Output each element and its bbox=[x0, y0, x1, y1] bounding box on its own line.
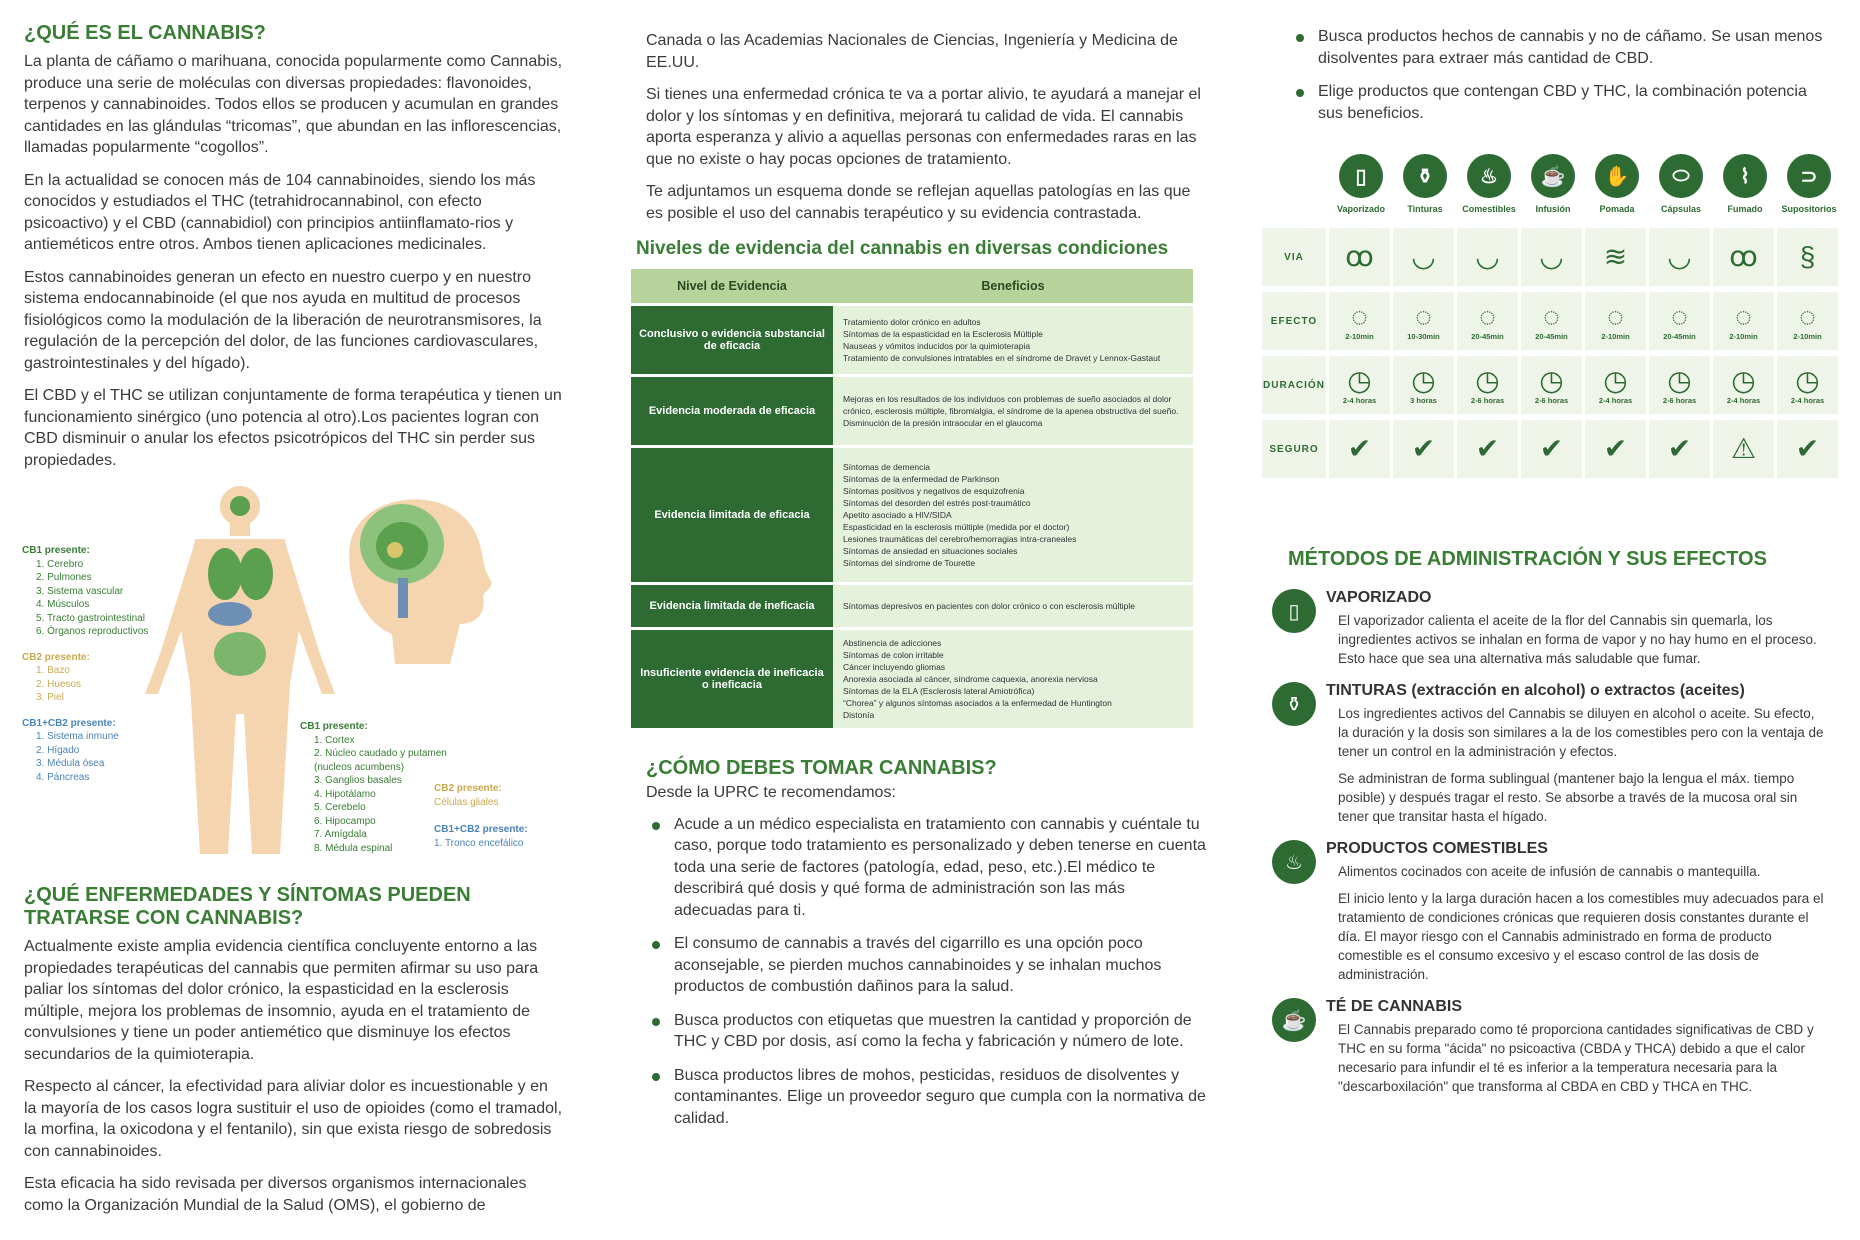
check-icon: ✔ bbox=[1521, 420, 1582, 478]
legend-cb2-title: CB2 presente: bbox=[22, 651, 90, 663]
heading-diseases: ¿QUÉ ENFERMEDADES Y SÍNTOMAS PUEDEN TRATARSE CON CANNABIS? bbox=[24, 884, 471, 929]
clock-icon: ◷ bbox=[1795, 364, 1820, 396]
row-label: EFECTO bbox=[1262, 292, 1326, 350]
stopwatch-cell: ◌ 2-10min bbox=[1329, 292, 1390, 350]
capsule-icon: ⬭ bbox=[1659, 154, 1703, 198]
legend-cb1-items: 1. Cerebro 2. Pulmones 3. Sistema vascular 4. Músculos 5. Tracto gastrointestinal 6. Órganos reproductivos bbox=[36, 558, 149, 637]
method-pomada: ✋ Pomada bbox=[1585, 154, 1649, 214]
table-header-row bbox=[631, 269, 1193, 303]
method-te-section bbox=[1268, 998, 1828, 1096]
column-2 bbox=[636, 30, 1206, 1141]
skin-icon: ≋ bbox=[1585, 228, 1646, 286]
clock-cell: ◷ 2-4 horas bbox=[1585, 356, 1646, 414]
column-header: Beneficios bbox=[833, 269, 1193, 303]
list-item: Busca productos con etiquetas que muestren la cantidad y proporción de THC y CBD por dosis, así como la fecha y fabricación y número de lote. bbox=[646, 1010, 1206, 1053]
stopwatch-icon: ◌ bbox=[1735, 300, 1752, 332]
row-label: DURACIÓN bbox=[1262, 356, 1326, 414]
head-profile bbox=[349, 499, 491, 664]
lungs-icon: ꝏ bbox=[1713, 228, 1774, 286]
method-vaporizado-section bbox=[1268, 589, 1828, 668]
table-row bbox=[631, 377, 1193, 445]
method-tinturas: ⚱ Tinturas bbox=[1393, 154, 1457, 214]
paragraph: Actualmente existe amplia evidencia científica concluyente entorno a las propiedades terapéuticas del cannabis que permiten afirmar su uso para paliar los síntomas del dolor crónico, la espasticidad en la esclerosis múltiple, mejora los problemas de insomnio, ayuda en el tratamiento de convulsiones y tiene un poder antiemético que disminuye los efectos secundarios de la quimioterapia. bbox=[24, 938, 539, 1063]
row-duracion bbox=[1262, 356, 1841, 414]
stopwatch-cell: ◌ 2-10min bbox=[1713, 292, 1774, 350]
lips-icon: ◡ bbox=[1649, 228, 1710, 286]
legend-brain-cb2-title: CB2 presente: bbox=[434, 783, 502, 794]
stopwatch-icon: ◌ bbox=[1671, 300, 1688, 332]
lips-icon: ◡ bbox=[1393, 228, 1454, 286]
check-icon: ✔ bbox=[1457, 420, 1518, 478]
paragraph: En la actualidad se conocen más de 104 cannabinoides, siendo los más conocidos y estudiados el THC (tetrahidrocannabinol, con efecto psicoactivo) y el CBD (cannabidiol) con principios antiinflamato-rios y antieméticos entre otros. Ambos tienen aplicaciones medicinales. bbox=[24, 171, 536, 253]
administration-routes-grid bbox=[1262, 154, 1841, 478]
method-supositorios: ⊃ Supositorios bbox=[1777, 154, 1841, 214]
evidence-level: Conclusivo o evidencia substancial de eficacia bbox=[631, 306, 833, 374]
check-icon: ✔ bbox=[1393, 420, 1454, 478]
evidence-benefits: Mejoras en los resultados de los individuos con problemas de sueño asociados al dolor crónico, esclerosis múltiple, fibromialgia, el síndrome de la apenea obstructiva del sueño. Disminución de la presión intraocular en el glaucoma bbox=[833, 377, 1193, 445]
vaporizer-icon: ▯ bbox=[1339, 154, 1383, 198]
paragraph: Respecto al cáncer, la efectividad para aliviar dolor es incuestionable y en la mayoría de los casos logra sustituir el uso de opioides (como el tramadol, la morfina, la oxicodona y el fentanilo), sin que exista riesgo de sobredosis con cannabinoides. bbox=[24, 1078, 563, 1160]
column-header: Nivel de Evidencia bbox=[631, 269, 833, 303]
clock-icon: ◷ bbox=[1347, 364, 1372, 396]
legend-brain-cb12-items: 1. Tronco encefálico bbox=[434, 837, 524, 849]
evidence-benefits: Síntomas de demencia Síntomas de la enfermedad de Parkinson Síntomas positivos y negativos de esquizofrenia Síntomas del desorden del estrés post-traumático Apetito asociado a HIV/SIDA Espasticidad en la esclerosis múltiple (medida por el doctor) Lesiones traumáticas del cerebro/hemorragias intra-craneales Síntomas de ansiedad en situaciones sociales Síntomas del síndrome de Tourette bbox=[833, 448, 1193, 582]
evidence-level: Evidencia limitada de ineficacia bbox=[631, 585, 833, 627]
list-item: Busca productos libres de mohos, pesticidas, residuos de disolventes y contaminantes. Elige un proveedor seguro que cumpla con la normativa de calidad. bbox=[646, 1065, 1206, 1130]
stopwatch-icon: ◌ bbox=[1479, 300, 1496, 332]
ointment-hand-icon: ✋ bbox=[1595, 154, 1639, 198]
legend-cb1-title: CB1 presente: bbox=[22, 545, 90, 556]
take-intro: Desde la UPRC te recomendamos: bbox=[646, 784, 896, 801]
table-row bbox=[631, 585, 1193, 627]
legend-body bbox=[22, 544, 182, 784]
method-capsulas: ⬭ Cápsulas bbox=[1649, 154, 1713, 214]
list-item: El consumo de cannabis a través del cigarrillo es una opción poco aconsejable, se pierden muchos cannabinoides y se inhalan muchos productos de combustión dañinos para la salud. bbox=[646, 933, 1206, 998]
tea-cup-icon: ☕ bbox=[1531, 154, 1575, 198]
cupcake-icon: ♨ bbox=[1467, 154, 1511, 198]
dropper-bottle-icon: ⚱ bbox=[1272, 682, 1316, 726]
intestine-icon: § bbox=[1777, 228, 1838, 286]
evidence-level: Insuficiente evidencia de ineficacia o ineficacia bbox=[631, 630, 833, 728]
paragraph: Alimentos cocinados con aceite de infusión de cannabis o mantequilla. bbox=[1338, 864, 1761, 879]
stopwatch-icon: ◌ bbox=[1415, 300, 1432, 332]
paragraph: Esta eficacia ha sido revisada per diversos organismos internacionales como la Organización Mundial de la Salud (OMS), el gobierno de bbox=[24, 1175, 527, 1214]
legend-cb12-items: 1. Sistema inmune 2. Hígado 3. Médula ósea 4. Páncreas bbox=[36, 731, 119, 783]
legend-cb12-title: CB1+CB2 presente: bbox=[22, 717, 116, 729]
stopwatch-cell: ◌ 10-30min bbox=[1393, 292, 1454, 350]
legend-brain-cb1-items: 1. Cortex 2. Núcleo caudado y putamen (nucleos acumbens) 3. Ganglios basales 4. Hipotálamo 5. Cerebelo 6. Hipocampo 7. Amígdala 8. Médula espinal bbox=[314, 734, 447, 854]
method-comestibles: ♨ Comestibles bbox=[1457, 154, 1521, 214]
paragraph: El vaporizador calienta el aceite de la flor del Cannabis sin quemarla, los ingredientes activos se inhalan en forma de vapor y no hay humo en el proceso. Esto hace que sea una alternativa más saludable que fumar. bbox=[1338, 613, 1817, 666]
check-icon: ✔ bbox=[1777, 420, 1838, 478]
recommendations-list bbox=[646, 814, 1206, 1130]
legend-brain-cb1-title: CB1 presente: bbox=[300, 721, 368, 732]
list-item: Elige productos que contengan CBD y THC, la combinación potencia sus beneficios. bbox=[1290, 81, 1830, 124]
method-fumado: ⌇ Fumado bbox=[1713, 154, 1777, 214]
paragraph: La planta de cáñamo o marihuana, conocida popularmente como Cannabis, produce una serie de moléculas con diversas propiedades: flavonoides, terpenos y cannabinoides. Todos ellos se producen y acumulan en grandes cantidades en las glándulas “tricomas”, que abundan en las inflorescencias, llamadas popularmente “cogollos”. bbox=[24, 53, 563, 156]
stopwatch-cell: ◌ 20-45min bbox=[1521, 292, 1582, 350]
clock-cell: ◷ 2-6 horas bbox=[1457, 356, 1518, 414]
vaporizer-icon: ▯ bbox=[1272, 589, 1316, 633]
method-title: VAPORIZADO bbox=[1326, 589, 1432, 606]
legend-brain-cb12-title: CB1+CB2 presente: bbox=[434, 824, 528, 835]
row-seguro bbox=[1262, 420, 1841, 478]
evidence-benefits: Abstinencia de adicciones Síntomas de colon irritable Cáncer incluyendo gliomas Anorexia asociada al cáncer, síndrome caquexia, anorexia nerviosa Síntomas de la ELA (Esclerosis lateral Amiotrófica) “Chorea” y algunos síntomas asociados a la enfermedad de Huntington Distonía bbox=[833, 630, 1193, 728]
evidence-benefits: Síntomas depresivos en pacientes con dolor crónico o con esclerosis múltiple bbox=[833, 585, 1193, 627]
heading-methods: MÉTODOS DE ADMINISTRACIÓN Y SUS EFECTOS bbox=[1288, 548, 1767, 570]
heading-how-to-take: ¿CÓMO DEBES TOMAR CANNABIS? bbox=[646, 757, 997, 779]
table-row bbox=[631, 448, 1193, 582]
cigarette-icon: ⌇ bbox=[1723, 154, 1767, 198]
stopwatch-cell: ◌ 2-10min bbox=[1585, 292, 1646, 350]
clock-cell: ◷ 2-4 horas bbox=[1713, 356, 1774, 414]
administration-methods bbox=[1268, 548, 1828, 1110]
method-title: TÉ DE CANNABIS bbox=[1326, 998, 1463, 1015]
clock-cell: ◷ 2-4 horas bbox=[1777, 356, 1838, 414]
paragraph: Estos cannabinoides generan un efecto en nuestro cuerpo y en nuestro sistema endocannabinoide (el que nos ayuda en multitud de procesos fisiológicos como la modulación de la liberación de neurotransmisores, la regulación de la percepción del dolor, de las funciones cardiovasculares, gastrointestinales y del hígado). bbox=[24, 268, 542, 372]
clock-cell: ◷ 3 horas bbox=[1393, 356, 1454, 414]
method-title: TINTURAS (extracción en alcohol) o extractos (aceites) bbox=[1326, 682, 1745, 699]
clock-cell: ◷ 2-6 horas bbox=[1649, 356, 1710, 414]
stopwatch-icon: ◌ bbox=[1351, 300, 1368, 332]
clock-icon: ◷ bbox=[1731, 364, 1756, 396]
method-vaporizado: ▯ Vaporizado bbox=[1329, 154, 1393, 214]
evidence-table bbox=[631, 266, 1193, 731]
clock-icon: ◷ bbox=[1539, 364, 1564, 396]
row-label: SEGURO bbox=[1262, 420, 1326, 478]
method-title: PRODUCTOS COMESTIBLES bbox=[1326, 840, 1548, 857]
tea-cup-icon: ☕ bbox=[1272, 998, 1316, 1042]
column-3-bullets bbox=[1290, 26, 1830, 136]
column-1-bottom bbox=[24, 884, 564, 1227]
column-1 bbox=[24, 0, 564, 482]
check-icon: ✔ bbox=[1585, 420, 1646, 478]
suppository-icon: ⊃ bbox=[1787, 154, 1831, 198]
legend-brain-cb2 bbox=[434, 782, 554, 850]
clock-icon: ◷ bbox=[1667, 364, 1692, 396]
dropper-bottle-icon: ⚱ bbox=[1403, 154, 1447, 198]
stopwatch-cell: ◌ 20-45min bbox=[1457, 292, 1518, 350]
method-infusion: ☕ Infusión bbox=[1521, 154, 1585, 214]
lungs-icon: ꝏ bbox=[1329, 228, 1390, 286]
legend-brain-cb2-items: Células gliales bbox=[434, 796, 499, 808]
paragraph: El Cannabis preparado como té proporciona cantidades significativas de CBD y THC en su forma "ácida" no psicoactiva (CBDA y THCA) debido a que el calor necesario para infundir el té es inferior a la temperatura necesaria para la "descarboxilación" que transforma al CBDA en CBD y THCA en THC. bbox=[1338, 1022, 1814, 1094]
paragraph: El CBD y el THC se utilizan conjuntamente de forma terapéutica y tienen un funcionamiento sinérgico (uno potencia al otro).Los pacientes logran con CBD disminuir o anular los efectos psicotrópicos del THC sin perder sus propiedades. bbox=[24, 387, 562, 469]
stopwatch-cell: ◌ 20-45min bbox=[1649, 292, 1710, 350]
clock-cell: ◷ 2-6 horas bbox=[1521, 356, 1582, 414]
heading-what-is-cannabis: ¿QUÉ ES EL CANNABIS? bbox=[24, 22, 266, 44]
paragraph: El inicio lento y la larga duración hacen a los comestibles muy adecuados para el tratamiento de condiciones crónicas que requieren dosis constantes durante el día. El mayor riesgo con el Cannabis administrado en forma de producto comestible es el consumo excesivo y el escaso control de las dosis de administración. bbox=[1338, 891, 1824, 982]
row-label: VIA bbox=[1262, 228, 1326, 286]
warning-icon: ⚠ bbox=[1713, 420, 1774, 478]
methods-header bbox=[1329, 154, 1841, 214]
table-row bbox=[631, 630, 1193, 728]
evidence-level: Evidencia limitada de eficacia bbox=[631, 448, 833, 582]
row-via bbox=[1262, 228, 1841, 286]
paragraph: Se administran de forma sublingual (mantener bajo la lengua el máx. tiempo posible) y después tragar el resto. Se absorbe a través de la mucosa oral sin tener que transitar hasta el hígado. bbox=[1338, 771, 1798, 824]
lips-icon: ◡ bbox=[1457, 228, 1518, 286]
clock-icon: ◷ bbox=[1475, 364, 1500, 396]
paragraph: Si tienes una enfermedad crónica te va a portar alivio, te ayudará a manejar el dolor y los síntomas y en definitiva, mejorará tu calidad de vida. El cannabis aporta esperanza y alivio a aquellas personas con enfermedades raras en las que no existe o hay pocas opciones de tratamiento. bbox=[646, 86, 1201, 168]
method-tinturas-section bbox=[1268, 682, 1828, 826]
list-item: Acude a un médico especialista en tratamiento con cannabis y cuéntale tu caso, porque todo tratamiento es personalizado y deben tenerse en cuenta toda una serie de factores (patología, edad, peso, etc.).El médico te describirá qué dosis y qué forma de administración son las más adecuadas para ti. bbox=[646, 814, 1206, 922]
check-icon: ✔ bbox=[1649, 420, 1710, 478]
paragraph: Te adjuntamos un esquema donde se reflejan aquellas patologías en las que es posible el uso del cannabis terapéutico y su evidencia contrastada. bbox=[646, 183, 1191, 222]
clock-icon: ◷ bbox=[1603, 364, 1628, 396]
stopwatch-icon: ◌ bbox=[1543, 300, 1560, 332]
stopwatch-icon: ◌ bbox=[1607, 300, 1624, 332]
clock-cell: ◷ 2-4 horas bbox=[1329, 356, 1390, 414]
check-icon: ✔ bbox=[1329, 420, 1390, 478]
evidence-level: Evidencia moderada de eficacia bbox=[631, 377, 833, 445]
cupcake-icon: ♨ bbox=[1272, 840, 1316, 884]
stopwatch-cell: ◌ 2-10min bbox=[1777, 292, 1838, 350]
clock-icon: ◷ bbox=[1411, 364, 1436, 396]
legend-cb2-items: 1. Bazo 2. Huesos 3. Piel bbox=[36, 665, 82, 703]
row-efecto bbox=[1262, 292, 1841, 350]
paragraph: Canada o las Academias Nacionales de Ciencias, Ingeniería y Medicina de EE.UU. bbox=[646, 32, 1178, 71]
paragraph: Los ingredientes activos del Cannabis se diluyen en alcohol o aceite. Su efecto, la duración y la dosis son similares a la de los comestibles pero con la ventaja de tener un control en la administración y efectos. bbox=[1338, 706, 1824, 759]
evidence-benefits: Tratamiento dolor crónico en adultos Síntomas de la espasticidad en la Esclerosis Múltiple Nauseas y vómitos inducidos por la quimioterapia Tratamiento de convulsiones intratables en el síndrome de Dravet y Lennox-Gastaut bbox=[833, 306, 1193, 374]
stopwatch-icon: ◌ bbox=[1799, 300, 1816, 332]
lips-icon: ◡ bbox=[1521, 228, 1582, 286]
more-recommendations-list bbox=[1290, 26, 1830, 124]
table-row bbox=[631, 306, 1193, 374]
method-comestibles-section bbox=[1268, 840, 1828, 984]
table-title: Niveles de evidencia del cannabis en diversas condiciones bbox=[636, 238, 1169, 259]
list-item: Busca productos hechos de cannabis y no de cáñamo. Se usan menos disolventes para extraer más cantidad de CBD. bbox=[1290, 26, 1830, 69]
